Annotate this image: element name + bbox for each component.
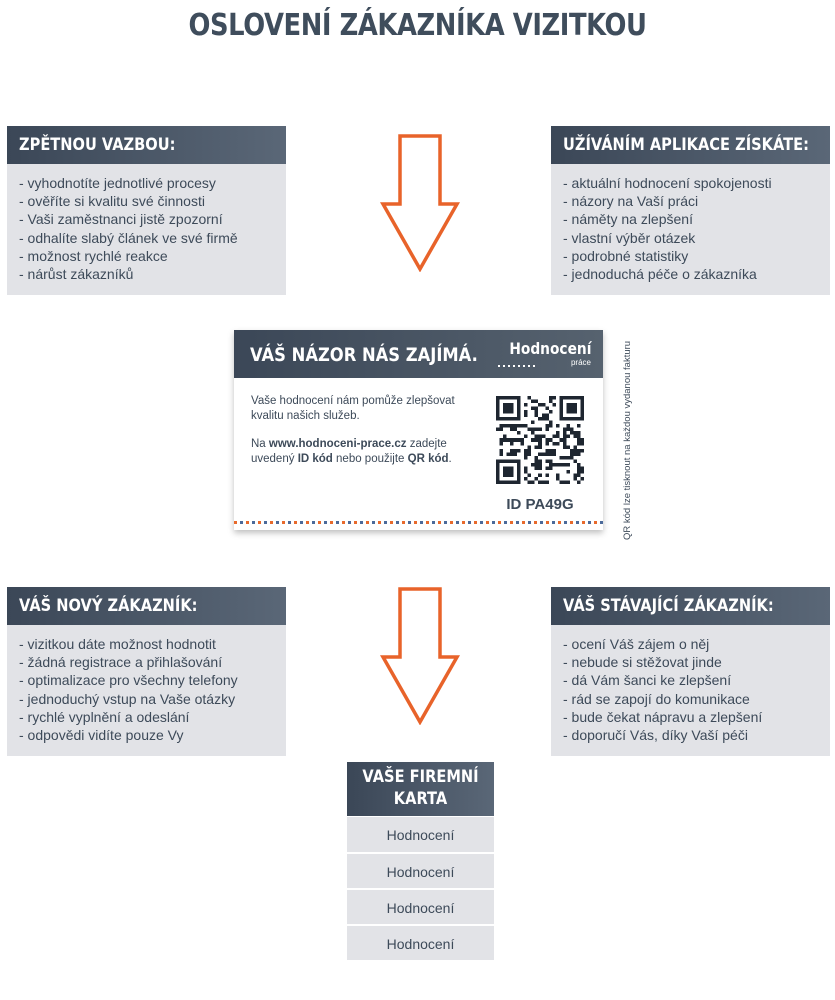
list-item: - jednoduchá péče o zákazníka: [563, 266, 757, 283]
new-customer-list: [7, 625, 286, 756]
firm-card-row: Hodnocení: [347, 852, 494, 888]
new-customer-heading: VÁŠ NOVÝ ZÁKAZNÍK:: [7, 587, 286, 625]
business-card-header: [234, 330, 603, 378]
firm-card-heading: VAŠE FIREMNÍ KARTA: [347, 762, 494, 816]
business-card-text: Vaše hodnocení nám pomůže zlepšovat kvalitu našich služeb. Na www.hodnoceni-prace.cz zadejte uvedený ID kód nebo použijte QR kód.: [251, 395, 455, 465]
card-dotted-border: [234, 521, 603, 524]
page-title: OSLOVENÍ ZÁKAZNÍKA VIZITKOU: [188, 8, 647, 43]
list-item: - jednoduchý vstup na Vaše otázky: [19, 690, 236, 707]
feedback-box: [7, 126, 286, 295]
list-item: - podrobné statistiky: [563, 247, 689, 264]
app-benefits-list: [551, 164, 830, 295]
list-item: - nebude si stěžovat jinde: [563, 654, 722, 671]
list-item: - možnost rychlé reakce: [19, 247, 168, 264]
list-item: - vyhodnotíte jednotlivé procesy: [19, 175, 216, 191]
list-item: - dá Vám šanci ke zlepšení: [563, 672, 732, 689]
business-card-title: VÁŠ NÁZOR NÁS ZAJÍMÁ.: [250, 344, 478, 366]
down-arrow-icon: [380, 587, 460, 725]
feedback-box-list: [7, 164, 286, 295]
list-item: - žádná registrace a přihlašování: [19, 654, 223, 671]
feedback-box-heading: ZPĚTNOU VAZBOU:: [7, 126, 286, 164]
business-card: [234, 330, 603, 530]
hodnoceni-logo: Hodnocení práce: [496, 340, 591, 367]
new-customer-box: [7, 587, 286, 756]
down-arrow-icon: [380, 134, 460, 272]
firm-card: [347, 762, 494, 960]
list-item: - odhalíte slabý článek ve své firmě: [19, 229, 238, 246]
list-item: - rád se zapojí do komunikace: [563, 690, 750, 707]
list-item: - ocení Váš zájem o něj: [563, 636, 710, 652]
existing-customer-box: [551, 587, 830, 756]
app-benefits-heading: UŽÍVÁNÍM APLIKACE ZÍSKÁTE:: [551, 126, 830, 164]
list-item: - názory na Vaší práci: [563, 193, 699, 210]
list-item: - vlastní výběr otázek: [563, 229, 696, 246]
app-benefits-box: [551, 126, 830, 295]
existing-customer-heading: VÁŠ STÁVAJÍCÍ ZÁKAZNÍK:: [551, 587, 830, 625]
list-item: - aktuální hodnocení spokojenosti: [563, 175, 772, 191]
list-item: - Vaši zaměstnanci jistě zpozorní: [19, 211, 223, 228]
list-item: - doporučí Vás, díky Vaší péči: [563, 727, 748, 744]
list-item: - náměty na zlepšení: [563, 211, 693, 228]
website-url: www.hodnoceni-prace.cz: [268, 438, 407, 450]
firm-card-row: Hodnocení: [347, 924, 494, 960]
card-side-note: QR kód lze tisknout na každou vydanou fakturu: [622, 340, 633, 540]
list-item: - optimalizace pro všechny telefony: [19, 672, 238, 689]
firm-card-row: Hodnocení: [347, 888, 494, 924]
firm-card-row: Hodnocení: [347, 816, 494, 852]
existing-customer-list: [551, 625, 830, 756]
list-item: - nárůst zákazníků: [19, 266, 134, 283]
list-item: - ověříte si kvalitu své činnosti: [19, 193, 205, 210]
list-item: - odpovědi vidíte pouze Vy: [19, 727, 184, 744]
qr-code-icon: [496, 396, 584, 484]
list-item: - rychlé vyplnění a odeslání: [19, 708, 190, 725]
list-item: - bude čekat nápravu a zlepšení: [563, 708, 763, 725]
list-item: - vizitkou dáte možnost hodnotit: [19, 636, 216, 652]
card-id-code: ID PA49G: [506, 496, 574, 513]
